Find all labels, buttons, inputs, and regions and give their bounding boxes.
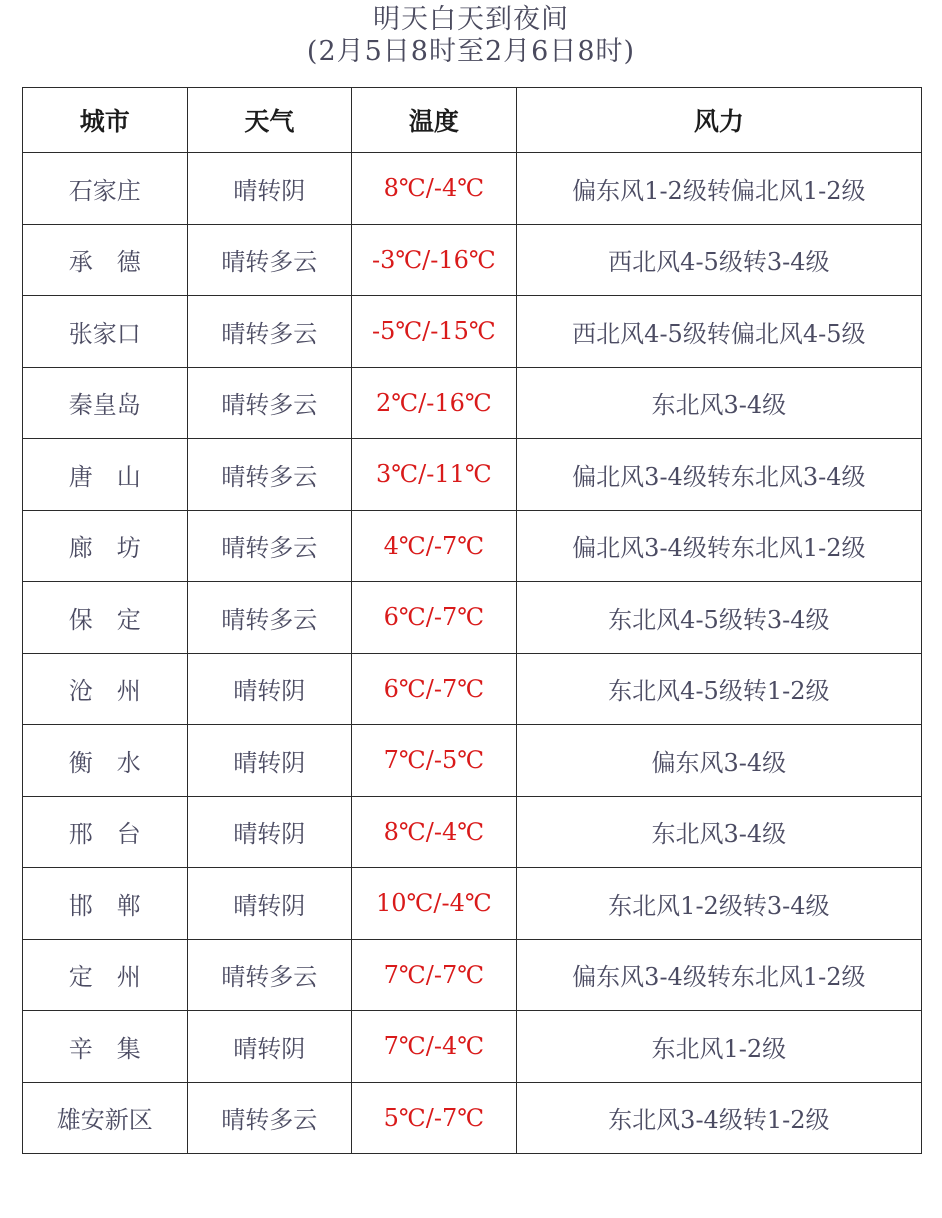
temperature-cell: 3℃/-11℃: [352, 439, 517, 511]
wind-cell: 东北风3-4级: [516, 796, 921, 868]
city-cell: 定 州: [23, 939, 188, 1011]
city-cell: 沧 州: [23, 653, 188, 725]
weather-cell: 晴转多云: [187, 439, 352, 511]
forecast-title-main: 明天白天到夜间: [373, 4, 569, 35]
temperature-cell: -3℃/-16℃: [352, 224, 517, 296]
header-wind: 风力: [516, 88, 921, 153]
city-cell: 唐 山: [23, 439, 188, 511]
table-row: [23, 510, 922, 582]
city-cell: 保 定: [23, 582, 188, 654]
temperature-cell: 7℃/-4℃: [352, 1011, 517, 1083]
table-row: [23, 296, 922, 368]
city-cell: 衡 水: [23, 725, 188, 797]
table-row: [23, 1082, 922, 1154]
city-cell: 石家庄: [23, 153, 188, 225]
temperature-cell: -5℃/-15℃: [352, 296, 517, 368]
wind-cell: 偏东风3-4级转东北风1-2级: [516, 939, 921, 1011]
city-cell: 辛 集: [23, 1011, 188, 1083]
table-row: [23, 367, 922, 439]
city-cell: 廊 坊: [23, 510, 188, 582]
weather-cell: 晴转阴: [187, 153, 352, 225]
weather-cell: 晴转多云: [187, 296, 352, 368]
temperature-cell: 7℃/-7℃: [352, 939, 517, 1011]
table-row: [23, 224, 922, 296]
table-row: [23, 725, 922, 797]
weather-cell: 晴转多云: [187, 939, 352, 1011]
table-row: [23, 796, 922, 868]
wind-cell: 东北风3-4级: [516, 367, 921, 439]
weather-forecast-table: [22, 87, 922, 1154]
forecast-title: [0, 4, 942, 68]
wind-cell: 偏东风3-4级: [516, 725, 921, 797]
temperature-cell: 7℃/-5℃: [352, 725, 517, 797]
table-row: [23, 582, 922, 654]
temperature-cell: 5℃/-7℃: [352, 1082, 517, 1154]
table-row: [23, 153, 922, 225]
weather-cell: 晴转阴: [187, 1011, 352, 1083]
wind-cell: 偏东风1-2级转偏北风1-2级: [516, 153, 921, 225]
wind-cell: 东北风1-2级: [516, 1011, 921, 1083]
wind-cell: 东北风4-5级转3-4级: [516, 582, 921, 654]
table-row: [23, 868, 922, 940]
header-weather: 天气: [187, 88, 352, 153]
temperature-cell: 6℃/-7℃: [352, 653, 517, 725]
temperature-cell: 4℃/-7℃: [352, 510, 517, 582]
weather-cell: 晴转阴: [187, 868, 352, 940]
wind-cell: 西北风4-5级转偏北风4-5级: [516, 296, 921, 368]
temperature-cell: 6℃/-7℃: [352, 582, 517, 654]
forecast-title-period: (2月5日8时至2月6日8时): [306, 36, 636, 67]
table-row: [23, 653, 922, 725]
city-cell: 秦皇岛: [23, 367, 188, 439]
table-row: [23, 439, 922, 511]
temperature-cell: 2℃/-16℃: [352, 367, 517, 439]
table-body: [23, 153, 922, 1154]
wind-cell: 东北风4-5级转1-2级: [516, 653, 921, 725]
temperature-cell: 8℃/-4℃: [352, 153, 517, 225]
city-cell: 张家口: [23, 296, 188, 368]
weather-cell: 晴转多云: [187, 224, 352, 296]
wind-cell: 偏北风3-4级转东北风3-4级: [516, 439, 921, 511]
header-temperature: 温度: [352, 88, 517, 153]
wind-cell: 东北风1-2级转3-4级: [516, 868, 921, 940]
weather-cell: 晴转多云: [187, 582, 352, 654]
weather-cell: 晴转阴: [187, 653, 352, 725]
city-cell: 雄安新区: [23, 1082, 188, 1154]
weather-cell: 晴转多云: [187, 1082, 352, 1154]
temperature-cell: 8℃/-4℃: [352, 796, 517, 868]
table-row: [23, 1011, 922, 1083]
weather-cell: 晴转多云: [187, 510, 352, 582]
weather-cell: 晴转阴: [187, 796, 352, 868]
table-row: [23, 939, 922, 1011]
weather-cell: 晴转阴: [187, 725, 352, 797]
city-cell: 邢 台: [23, 796, 188, 868]
city-cell: 邯 郸: [23, 868, 188, 940]
city-cell: 承 德: [23, 224, 188, 296]
temperature-cell: 10℃/-4℃: [352, 868, 517, 940]
wind-cell: 东北风3-4级转1-2级: [516, 1082, 921, 1154]
wind-cell: 偏北风3-4级转东北风1-2级: [516, 510, 921, 582]
wind-cell: 西北风4-5级转3-4级: [516, 224, 921, 296]
weather-cell: 晴转多云: [187, 367, 352, 439]
table-header-row: [23, 88, 922, 153]
header-city: 城市: [23, 88, 188, 153]
